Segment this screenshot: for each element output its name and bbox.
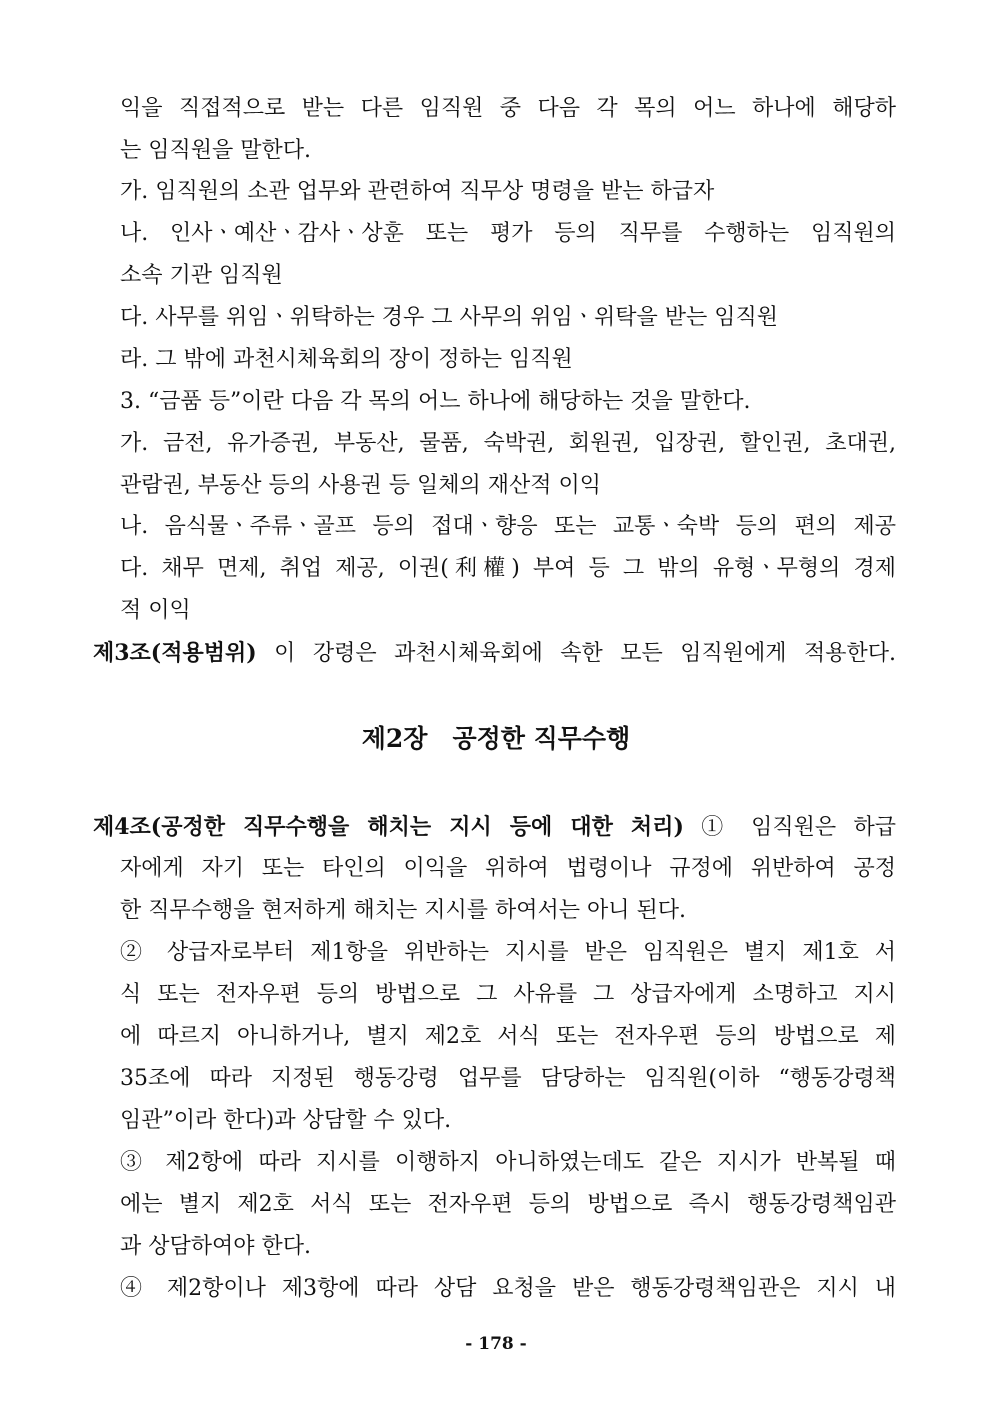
text-line: 소속 기관 임직원 [120,263,283,288]
article-3-text: 이 강령은 과천시체육회에 속한 모든 임직원에게 적용한다. [256,641,896,666]
chapter-heading: 제2장 공정한 직무수행 [361,724,631,753]
text-line: ④ 제2항이나 제3항에 따라 상담 요청을 받은 행동강령책임관은 지시 내 [120,1276,896,1301]
text-line: 과 상담하여야 한다. [120,1234,311,1259]
text-line: 가. 금전, 유가증권, 부동산, 물품, 숙박권, 회원권, 입장권, 할인권, 초대권, [120,431,896,456]
article-3 [93,638,896,669]
text-line: ③ 제2항에 따라 지시를 이행하지 아니하였는데도 같은 지시가 반복될 때 [120,1150,896,1175]
text-line: 에 따르지 아니하거나, 별지 제2호 서식 또는 전자우편 등의 방법으로 제 [120,1024,896,1049]
article-4-first-line [93,812,896,843]
text-line: 관람권, 부동산 등의 사용권 등 일체의 재산적 이익 [120,473,601,498]
text-line: 가. 임직원의 소관 업무와 관련하여 직무상 명령을 받는 하급자 [120,179,715,204]
article-4-title: 제4조(공정한 직무수행을 해치는 지시 등에 대한 처리) [93,814,684,840]
text-line: 35조에 따라 지정된 행동강령 업무를 담당하는 임직원(이하 “행동강령책 [120,1066,896,1091]
text-line: 3. “금품 등”이란 다음 각 목의 어느 하나에 해당하는 것을 말한다. [120,389,751,414]
text-line: 나. 음식물ㆍ주류ㆍ골프 등의 접대ㆍ향응 또는 교통ㆍ숙박 등의 편의 제공 [120,514,896,539]
text-line: 한 직무수행을 현저하게 해치는 지시를 하여서는 아니 된다. [120,898,686,923]
text-line: ② 상급자로부터 제1항을 위반하는 지시를 받은 임직원은 별지 제1호 서 [120,940,896,965]
text-line: 식 또는 전자우편 등의 방법으로 그 사유를 그 상급자에게 소명하고 지시 [120,982,896,1007]
text-line: 자에게 자기 또는 타인의 이익을 위하여 법령이나 규정에 위반하여 공정 [120,856,896,881]
text-line: 다. 사무를 위임ㆍ위탁하는 경우 그 사무의 위임ㆍ위탁을 받는 임직원 [120,305,778,330]
text-line: 적 이익 [120,598,191,623]
text-line: 나. 인사ㆍ예산ㆍ감사ㆍ상훈 또는 평가 등의 직무를 수행하는 임직원의 [120,221,896,246]
text-line: 다. 채무 면제, 취업 제공, 이권(利權) 부여 등 그 밖의 유형ㆍ무형의 경제 [120,556,896,581]
article-3-title: 제3조(적용범위) [93,640,257,666]
text-line: 라. 그 밖에 과천시체육회의 장이 정하는 임직원 [120,347,573,372]
article-4-text: ① 임직원은 하급 [683,815,897,840]
text-line: 에는 별지 제2호 서식 또는 전자우편 등의 방법으로 즉시 행동강령책임관 [120,1192,896,1217]
text-line: 익을 직접적으로 받는 다른 임직원 중 다음 각 목의 어느 하나에 해당하 [120,96,896,121]
page-number: - 178 - [465,1334,527,1354]
text-line: 는 임직원을 말한다. [120,138,311,163]
text-line: 임관”이라 한다)과 상담할 수 있다. [120,1108,452,1133]
